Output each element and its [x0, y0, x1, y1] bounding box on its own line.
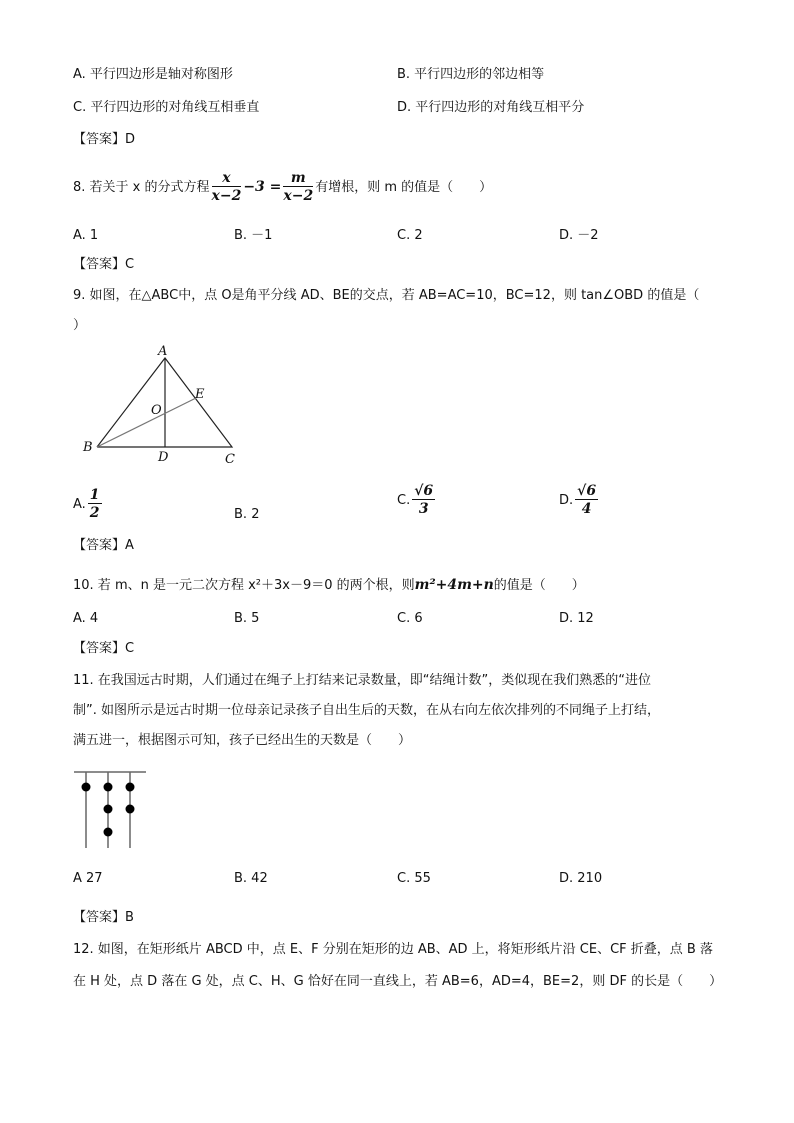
- q7-answer: 【答案】D: [73, 132, 136, 147]
- q8-answer: 【答案】C: [73, 257, 135, 272]
- prefix: A.: [73, 497, 86, 512]
- q10-option-a: A. 4: [73, 611, 99, 626]
- q9-option-b: [234, 507, 259, 523]
- q11-line1: 11. 在我国远古时期，人们通过在绳子上打结来记录数量，即“结绳计数”，类似现在我们熟悉的“进位: [73, 673, 652, 688]
- abacus-figure: [74, 772, 146, 848]
- fraction: [88, 487, 102, 522]
- q9-option-d: [559, 481, 600, 521]
- q10-answer: 【答案】C: [73, 641, 135, 656]
- q9-line1: 9. 如图，在△ABC中，点 O是角平分线 AD、BE的交点，若 AB=AC=10，BC=12，则 tan∠OBD 的值是（: [73, 288, 700, 303]
- label-a: A: [158, 344, 168, 359]
- q7-option-c: C. 平行四边形的对角线互相垂直: [73, 100, 260, 115]
- q7-option-d: D. 平行四边形的对角线互相平分: [397, 100, 585, 115]
- q11-line2: 制”. 如图所示是远古时期一位母亲记录孩子自出生后的天数，在从右向左依次排列的不同绳子上打结，: [73, 703, 661, 718]
- q10-option-d: D. 12: [559, 611, 594, 626]
- q7-option-a: A. 平行四边形是轴对称图形: [73, 67, 233, 82]
- q10-post: 的值是（ ）: [493, 578, 585, 593]
- denominator: x−2: [283, 188, 314, 204]
- q8-mid: −3 =: [243, 179, 282, 195]
- q8-post: 有增根，则 m 的值是（ ）: [315, 180, 493, 195]
- denominator: 3: [412, 499, 435, 518]
- fraction: [575, 483, 598, 518]
- q10-option-b: B. 5: [234, 611, 260, 626]
- q11-option-b: B. 42: [234, 871, 268, 886]
- prefix: C.: [397, 493, 411, 508]
- segment-be: [97, 398, 196, 447]
- numerator: 1: [89, 487, 100, 503]
- q11-option-a: A 27: [73, 871, 103, 886]
- prefix: B.: [234, 507, 248, 522]
- q8-pre: 8. 若关于 x 的分式方程: [73, 180, 210, 195]
- q9-option-c: [397, 481, 437, 521]
- label-c: C: [225, 452, 235, 467]
- q10-option-c: C. 6: [397, 611, 423, 626]
- numerator: x: [212, 170, 242, 187]
- numerator: √6: [414, 483, 434, 499]
- q8-option-b: B. －1: [234, 228, 273, 243]
- prefix: D.: [559, 493, 574, 508]
- denominator: x−2: [211, 188, 242, 204]
- denominator: 2: [89, 505, 100, 521]
- value: 2: [251, 507, 260, 522]
- q11-line3: 满五进一，根据图示可知，孩子已经出生的天数是（ ）: [73, 733, 412, 748]
- q11-option-d: D. 210: [559, 871, 603, 886]
- q11-answer: 【答案】B: [73, 910, 134, 925]
- q11-option-c: C. 55: [397, 871, 431, 886]
- q12-line2: 在 H 处，点 D 落在 G 处，点 C、H、G 恰好在同一直线上，若 AB=6，AD=4，BE=2，则 DF 的长是（ ）: [73, 974, 723, 989]
- fraction: [412, 483, 435, 518]
- q12-line1: 12. 如图，在矩形纸片 ABCD 中，点 E、F 分别在矩形的边 AB、AD 上，将矩形纸片沿 CE、CF 折叠，点 B 落: [73, 942, 713, 957]
- label-o: O: [151, 403, 162, 418]
- q7-option-b: B. 平行四边形的邻边相等: [397, 67, 545, 82]
- q10-stem: [73, 577, 585, 594]
- label-e: E: [195, 387, 205, 402]
- numerator: √6: [577, 483, 597, 499]
- q9-option-a: [73, 485, 104, 525]
- q9-line2: ）: [73, 318, 87, 333]
- q8-option-d: D. －2: [559, 228, 599, 243]
- q10-pre: 10. 若 m、n 是一元二次方程 x²＋3x－9＝0 的两个根，则: [73, 578, 415, 593]
- q9-answer: 【答案】A: [73, 538, 134, 553]
- q10-expression: m²+4m+n: [414, 577, 494, 593]
- q8-option-c: C. 2: [397, 228, 423, 243]
- numerator: m: [283, 170, 313, 187]
- denominator: 4: [575, 499, 598, 518]
- q8-option-a: A. 1: [73, 228, 99, 243]
- label-b: B: [83, 440, 93, 455]
- label-d: D: [158, 450, 169, 465]
